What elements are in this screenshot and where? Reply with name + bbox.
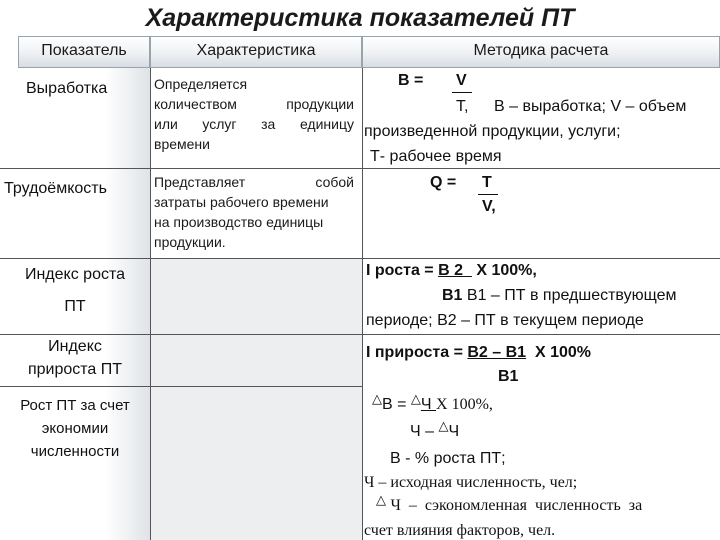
formula-rost-dch-text: Ч – сэкономленная численность за [390,497,643,514]
formula-q-den: V, [482,198,496,215]
indicator-index-rosta-l2: ПТ [64,298,86,315]
formula-rost-line-last: счет влияния факторов, чел. [364,522,556,539]
delta-icon: △ [438,418,449,433]
col-divider [362,68,363,540]
empty-cell-fill [150,258,362,540]
desc-word: единицу [299,116,354,132]
formula-q-num: Т [482,174,492,191]
desc-word: количеством [154,96,237,112]
indicator-line: экономии [41,420,109,437]
formula-ir-line3: периоде; В2 – ПТ в текущем периоде [366,312,644,329]
formula-rost-den [410,418,460,441]
formula-rost-lhs: В = [382,396,411,413]
desc-line: на производство единицы [154,214,324,230]
desc-word: за [261,116,276,132]
desc-line: продукции. [154,234,226,250]
formula-rost-line-dch [376,492,643,515]
row-divider [0,258,720,259]
desc-trudoemkost [154,172,354,252]
desc-word: или [154,116,178,132]
formula-ip-den: В1 [498,368,519,385]
fraction-bar [478,194,498,195]
slide-title: Характеристика показателей ПТ [145,4,575,32]
formula-ip-mult: Х 100% [526,344,592,361]
formula-v-num: V [456,72,467,89]
formula-v-den: Т, [456,98,469,115]
formula-rost-num: Ч [420,396,437,413]
indicator-line: численности [30,443,120,460]
col-divider [150,68,151,540]
indicator-index-rosta-l1: Индекс роста [24,266,126,283]
formula-v-line3: Т- рабочее время [370,148,502,165]
delta-icon: △ [410,391,421,406]
formula-ir-tail: В1 – ПТ в предшествующем [462,287,677,304]
desc-word: собой [315,174,354,190]
indicator-index-prirosta-l2: прироста ПТ [27,361,123,378]
formula-ir-lhs: I роста = [366,262,439,279]
desc-word: Представляет [154,174,246,190]
row-divider [0,334,720,335]
header-characteristic: Характеристика [150,36,362,68]
desc-line: затраты рабочего времени [154,194,329,210]
indicator-index-prirosta-l1: Индекс [48,338,102,355]
indicator-line: Рост ПТ за счет [20,397,130,414]
formula-v-line2: произведенной продукции, услуги; [364,123,621,140]
formula-ir-den: В1 [442,287,463,304]
formula-v-lhs: В = [398,72,424,89]
desc-line: Определяется [154,76,248,92]
desc-vyrabotka [154,74,354,154]
formula-q-lhs: Q = [430,174,457,191]
delta-icon: △ [376,492,386,507]
indicator-rost-pt [0,394,150,463]
formula-ir-line2 [442,287,676,305]
formula-v-tail: В – выработка; V – объем [494,98,687,115]
desc-line [154,94,354,114]
formula-ir-line1 [366,262,537,280]
formula-rost-den-left: Ч – [410,423,439,440]
formula-rost-den-right: Ч [448,423,460,440]
delta-icon: △ [372,391,382,406]
desc-line [154,172,354,192]
desc-word: услуг [202,116,237,132]
formula-rost-line1 [372,391,493,414]
formula-ip-line1 [366,344,591,362]
formula-ip-lhs: I прироста = [366,344,468,361]
indicator-trudoemkost: Трудоёмкость [4,180,107,197]
desc-line [154,114,354,134]
formula-rost-mult: Х 100%, [436,396,493,413]
header-indicator: Показатель [18,36,150,68]
formula-ip-num: В2 – В1 [467,344,527,361]
row-divider [0,168,720,169]
formula-rost-line-b: В - % роста ПТ; [390,450,506,467]
row-divider [0,386,362,387]
formula-rost-line-ch: Ч – исходная численность, чел; [364,474,578,491]
header-method: Методика расчета [362,36,720,68]
fraction-bar [452,92,472,93]
indicator-vyrabotka: Выработка [26,80,108,97]
formula-ir-num: В 2 [438,262,472,279]
formula-ir-mult: Х 100%, [471,262,537,279]
desc-line: времени [154,136,210,152]
desc-word: продукции [286,96,354,112]
